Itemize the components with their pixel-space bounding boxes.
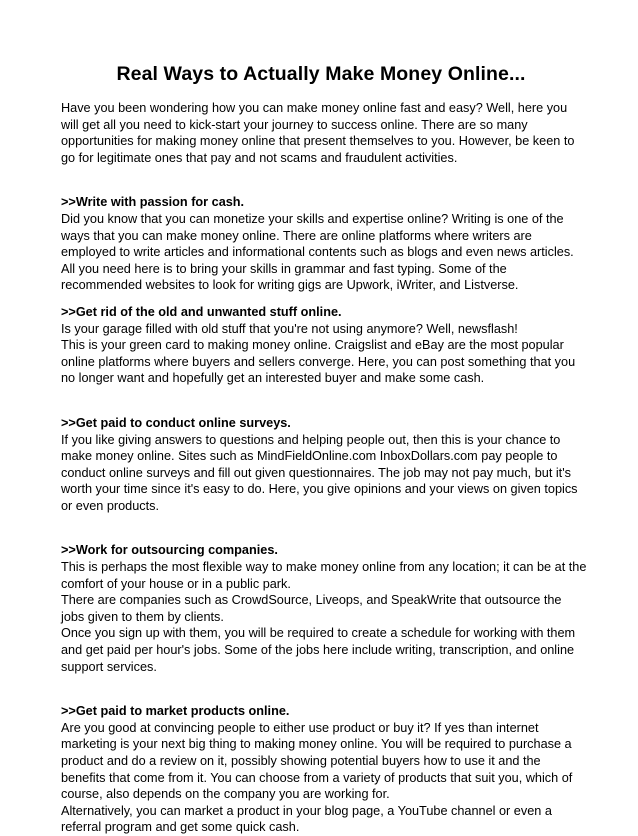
- section-outsourcing: [61, 542, 587, 675]
- section-line: benefits that come from it. You can choose from a variety of products that suit you, which of: [61, 770, 573, 785]
- section-heading: >>Get rid of the old and unwanted stuff online.: [61, 304, 342, 319]
- section-line: no longer want and hopefully get an interested buyer and make some cash.: [61, 371, 485, 386]
- section-line: product and do a review on it, possibly showing potential buyers how to use it and the: [61, 754, 541, 768]
- section-line: referral program and get some quick cash.: [61, 820, 300, 835]
- section-online-surveys: [61, 415, 581, 515]
- section-sell-old-stuff: [61, 304, 581, 387]
- section-line: jobs given to them by clients.: [61, 609, 224, 624]
- section-heading: >>Work for outsourcing companies.: [61, 543, 278, 558]
- section-line: comfort of your house or in a public park.: [61, 576, 291, 591]
- section-line: worth your time since it's easy to do. Here, you give opinions and your views on given topics: [61, 482, 578, 497]
- section-line: ways that you can make money online. There are online platforms where writers are: [61, 228, 532, 243]
- section-line: employed to write articles and informational contents such as blogs and even news articles.: [61, 245, 574, 260]
- intro-paragraph: [61, 100, 581, 166]
- section-line: Once you sign up with them, you will be required to create a schedule for working with them: [61, 626, 576, 641]
- section-line: Did you know that you can monetize your skills and expertise online? Writing is one of the: [61, 211, 564, 226]
- section-line: Alternatively, you can market a product in your blog page, a YouTube channel or even a: [61, 803, 552, 818]
- section-line: There are companies such as CrowdSource, Liveops, and SpeakWrite that outsource the: [61, 593, 562, 608]
- section-heading: >>Get paid to market products online.: [61, 704, 290, 719]
- section-line: recommended websites to look for writing gigs are Upwork, iWriter, and Listverse.: [61, 278, 519, 293]
- intro-line: opportunities for making money online that present themselves to you. However, be keen to: [61, 134, 575, 149]
- document-page: [61, 60, 587, 836]
- section-line: conduct online surveys and fill out given questionnaires. The job may not pay much, but it's: [61, 465, 571, 480]
- section-line: make money online. Sites such as MindFieldOnline.com InboxDollars.com pay people to: [61, 449, 558, 464]
- section-heading: >>Get paid to conduct online surveys.: [61, 415, 291, 430]
- section-line: This is your green card to making money online. Craigslist and eBay are the most popular: [61, 338, 564, 353]
- section-write-for-cash: [61, 194, 581, 294]
- page-title: Real Ways to Actually Make Money Online...: [116, 63, 526, 85]
- intro-line: will get all you need to kick-start your journey to success online. There are so many: [61, 117, 528, 132]
- section-market-products: [61, 703, 581, 836]
- section-line: This is perhaps the most flexible way to make money online from any location; it can be at the: [61, 560, 587, 575]
- section-line: Is your garage filled with old stuff that you're not using anymore? Well, newsflash!: [61, 321, 518, 336]
- section-line: Are you good at convincing people to either use product or buy it? If yes than internet: [61, 720, 539, 735]
- section-line: or even products.: [61, 498, 160, 513]
- section-line: online platforms where buyers and sellers converge. Here, you can post something that you: [61, 354, 576, 369]
- intro-line: Have you been wondering how you can make money online fast and easy? Well, here you: [61, 101, 568, 115]
- section-line: If you like giving answers to questions and helping people out, then this is your chance to: [61, 432, 561, 447]
- intro-line: go for legitimate ones that pay and not scams and fraudulent activities.: [61, 150, 458, 165]
- section-heading: >>Write with passion for cash.: [61, 195, 245, 210]
- section-line: and get paid per hour's jobs. Some of the jobs here include writing, transcription, and online: [61, 643, 575, 658]
- section-line: course, also depends on the company you are working for.: [61, 787, 390, 802]
- section-line: support services.: [61, 659, 157, 674]
- section-line: marketing is your next big thing to making money online. You will be required to purchase a: [61, 737, 572, 752]
- section-line: All you need here is to bring your skills in grammar and fast typing. Some of the: [61, 261, 507, 276]
